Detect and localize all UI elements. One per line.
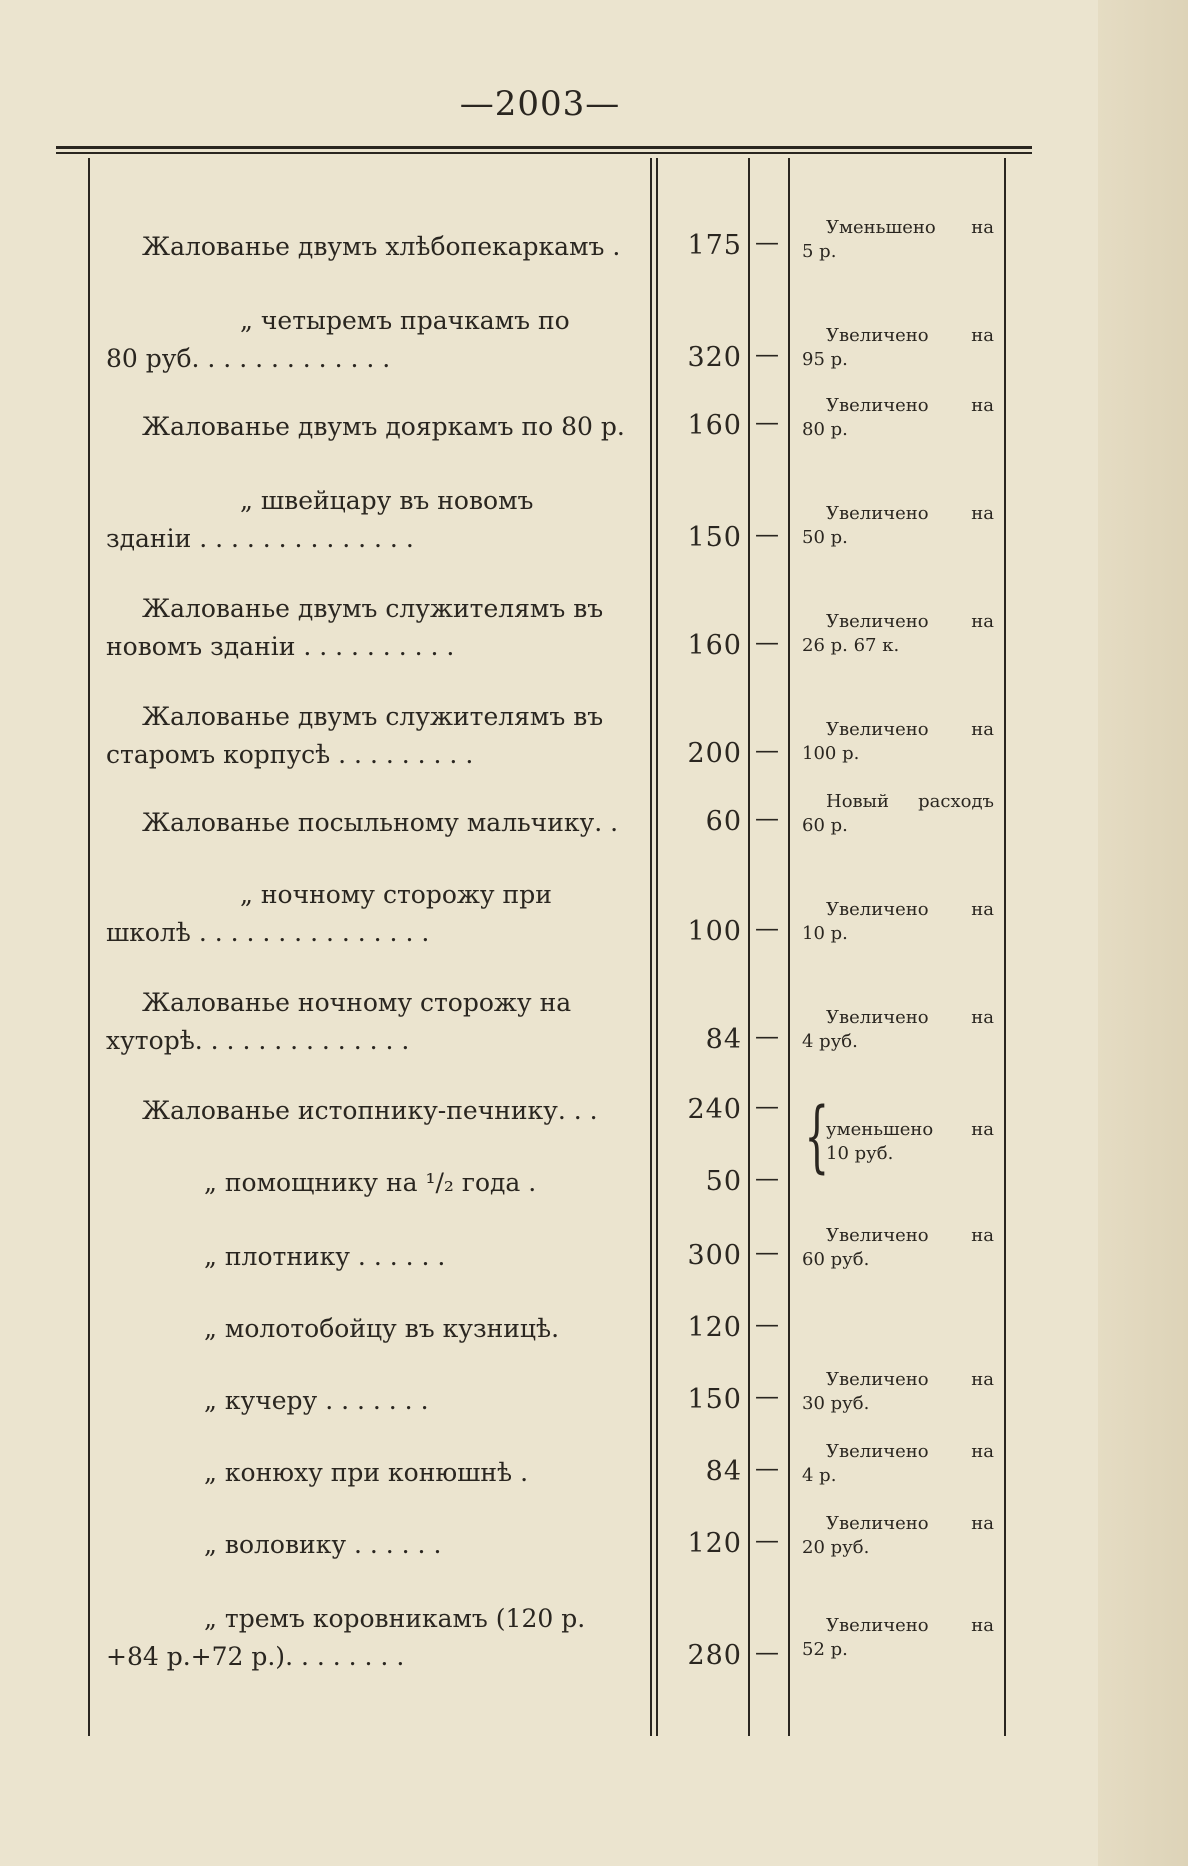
description-line: новомъ зданiи . . . . . . . . . . <box>106 632 455 661</box>
column-rule-left <box>88 158 90 1736</box>
note-text: Увеличено <box>826 1225 929 1246</box>
row-description <box>106 408 638 446</box>
note-text: на <box>971 1007 994 1028</box>
note-amount: 20 руб. <box>802 1537 870 1558</box>
note-text: Увеличено <box>826 1441 929 1462</box>
row-kopecks-dash: — <box>755 1526 779 1554</box>
description-line: +84 р.+72 р.). . . . . . . . <box>106 1642 405 1671</box>
description-line: „ конюху при конюшнѣ . <box>204 1458 529 1487</box>
note-text: Увеличено <box>826 1369 929 1390</box>
note-text: Увеличено <box>826 611 929 632</box>
note-amount: 80 р. <box>802 419 848 440</box>
row-amount: 84 <box>705 1456 742 1487</box>
description-line: Жалованье ночному сторожу на <box>142 988 572 1017</box>
row-description <box>106 876 638 952</box>
note-amount: 4 р. <box>802 1465 837 1486</box>
note-text: на <box>971 611 994 632</box>
row-kopecks-dash: — <box>755 804 779 832</box>
row-note <box>802 1512 994 1560</box>
row-note <box>802 1006 994 1054</box>
description-line: „ ночному сторожу при <box>240 880 552 909</box>
row-note <box>802 216 994 264</box>
row-description <box>106 1454 638 1492</box>
description-line: „ плотнику . . . . . . <box>204 1242 446 1271</box>
row-amount: 280 <box>687 1640 742 1671</box>
note-amount: 10 руб. <box>826 1143 894 1164</box>
row-description <box>106 482 638 558</box>
top-rule <box>56 146 1032 149</box>
row-note <box>802 1118 994 1166</box>
note-text: на <box>971 1615 994 1636</box>
row-amount: 60 <box>705 806 742 837</box>
column-rule-notes-left <box>788 158 790 1736</box>
note-text: на <box>971 395 994 416</box>
column-rule-amount-left-double <box>656 158 658 1736</box>
row-kopecks-dash: — <box>755 914 779 942</box>
top-rule-thin <box>56 152 1032 154</box>
row-amount: 50 <box>705 1166 742 1197</box>
row-kopecks-dash: — <box>755 1382 779 1410</box>
page-number: —2003— <box>459 84 621 124</box>
note-amount: 26 р. 67 к. <box>802 635 900 656</box>
row-note <box>802 1614 994 1662</box>
note-text: на <box>971 1513 994 1534</box>
description-line: школѣ . . . . . . . . . . . . . . . <box>106 918 430 947</box>
note-amount: 100 р. <box>802 743 860 764</box>
row-amount: 120 <box>687 1528 742 1559</box>
description-line: Жалованье двумъ служителямъ въ <box>142 702 604 731</box>
note-text: Увеличено <box>826 1615 929 1636</box>
row-amount: 175 <box>687 230 742 261</box>
description-line: „ четыремъ прачкамъ по <box>240 306 570 335</box>
row-description <box>106 228 638 266</box>
row-description <box>106 1526 638 1564</box>
description-line: „ воловику . . . . . . <box>204 1530 442 1559</box>
row-amount: 100 <box>687 916 742 947</box>
row-kopecks-dash: — <box>755 520 779 548</box>
row-description <box>106 698 638 774</box>
description-line: „ молотобойцу въ кузницѣ. <box>204 1314 560 1343</box>
description-line: „ помощнику на ¹/₂ года . <box>204 1168 537 1197</box>
note-amount: 10 р. <box>802 923 848 944</box>
row-description <box>106 1164 638 1202</box>
row-description <box>106 1382 638 1420</box>
note-text: уменьшено <box>826 1119 934 1140</box>
description-line: Жалованье истопнику-печнику. . . <box>142 1096 598 1125</box>
note-text: Уменьшено <box>826 217 936 238</box>
note-amount: 60 р. <box>802 815 848 836</box>
note-amount: 30 руб. <box>802 1393 870 1414</box>
note-text: на <box>971 1225 994 1246</box>
note-text: Увеличено <box>826 503 929 524</box>
row-kopecks-dash: — <box>755 736 779 764</box>
note-text: Увеличено <box>826 325 929 346</box>
note-amount: 95 р. <box>802 349 848 370</box>
note-amount: 52 р. <box>802 1639 848 1660</box>
note-text: на <box>971 503 994 524</box>
row-note <box>802 898 994 946</box>
row-amount: 150 <box>687 1384 742 1415</box>
row-kopecks-dash: — <box>755 1638 779 1666</box>
note-amount: 5 р. <box>802 241 837 262</box>
row-amount: 160 <box>687 630 742 661</box>
row-kopecks-dash: — <box>755 228 779 256</box>
note-text: на <box>971 1441 994 1462</box>
note-text: на <box>971 325 994 346</box>
note-text: Увеличено <box>826 1007 929 1028</box>
row-kopecks-dash: — <box>755 1022 779 1050</box>
row-note <box>802 394 994 442</box>
row-note <box>802 790 994 838</box>
row-note <box>802 1440 994 1488</box>
description-line: Жалованье двумъ служителямъ въ <box>142 594 604 623</box>
row-kopecks-dash: — <box>755 628 779 656</box>
description-line: хуторѣ. . . . . . . . . . . . . . <box>106 1026 410 1055</box>
column-rule-kopecks <box>748 158 750 1736</box>
description-line: Жалованье двумъ дояркамъ по 80 р. <box>142 412 625 441</box>
row-note <box>802 324 994 372</box>
column-rule-amount-left <box>650 158 652 1736</box>
column-rule-right <box>1004 158 1006 1736</box>
row-kopecks-dash: — <box>755 1454 779 1482</box>
note-text: Увеличено <box>826 719 929 740</box>
note-text: Увеличено <box>826 899 929 920</box>
row-note <box>802 1368 994 1416</box>
row-kopecks-dash: — <box>755 340 779 368</box>
description-line: зданiи . . . . . . . . . . . . . . <box>106 524 414 553</box>
row-amount: 160 <box>687 410 742 441</box>
note-text: на <box>971 217 994 238</box>
row-description <box>106 804 638 842</box>
row-note <box>802 502 994 550</box>
note-amount: 4 руб. <box>802 1031 858 1052</box>
row-description <box>106 1092 638 1130</box>
description-line: „ швейцару въ новомъ <box>240 486 534 515</box>
description-line: Жалованье двумъ хлѣбопекаркамъ . <box>142 232 621 261</box>
row-amount: 200 <box>687 738 742 769</box>
note-amount: 60 руб. <box>802 1249 870 1270</box>
note-text: на <box>971 1369 994 1390</box>
row-kopecks-dash: — <box>755 1164 779 1192</box>
description-line: „ кучеру . . . . . . . <box>204 1386 429 1415</box>
note-text: на <box>971 899 994 920</box>
row-description <box>106 984 638 1060</box>
row-amount: 120 <box>687 1312 742 1343</box>
row-description <box>106 302 638 378</box>
row-amount: 300 <box>687 1240 742 1271</box>
row-description <box>106 590 638 666</box>
row-description <box>106 1238 638 1276</box>
brace-mark: { <box>804 1092 830 1182</box>
description-line: 80 руб. . . . . . . . . . . . . <box>106 344 391 373</box>
row-kopecks-dash: — <box>755 1310 779 1338</box>
row-note <box>802 610 994 658</box>
note-text: на <box>971 1119 994 1140</box>
note-text: Увеличено <box>826 395 929 416</box>
row-kopecks-dash: — <box>755 1092 779 1120</box>
description-line: старомъ корпусѣ . . . . . . . . . <box>106 740 474 769</box>
row-amount: 84 <box>705 1024 742 1055</box>
note-text: расходъ <box>918 791 994 812</box>
note-text: Новый <box>826 791 889 812</box>
row-description <box>106 1310 638 1348</box>
row-kopecks-dash: — <box>755 408 779 436</box>
row-note <box>802 1224 994 1272</box>
row-amount: 320 <box>687 342 742 373</box>
note-text: на <box>971 719 994 740</box>
row-description <box>106 1600 638 1676</box>
row-amount: 240 <box>687 1094 742 1125</box>
description-line: „ тремъ коровникамъ (120 р. <box>204 1604 586 1633</box>
row-kopecks-dash: — <box>755 1238 779 1266</box>
note-amount: 50 р. <box>802 527 848 548</box>
description-line: Жалованье посыльному мальчику. . <box>142 808 619 837</box>
row-note <box>802 718 994 766</box>
row-amount: 150 <box>687 522 742 553</box>
page-edge <box>1098 0 1188 1866</box>
note-text: Увеличено <box>826 1513 929 1534</box>
